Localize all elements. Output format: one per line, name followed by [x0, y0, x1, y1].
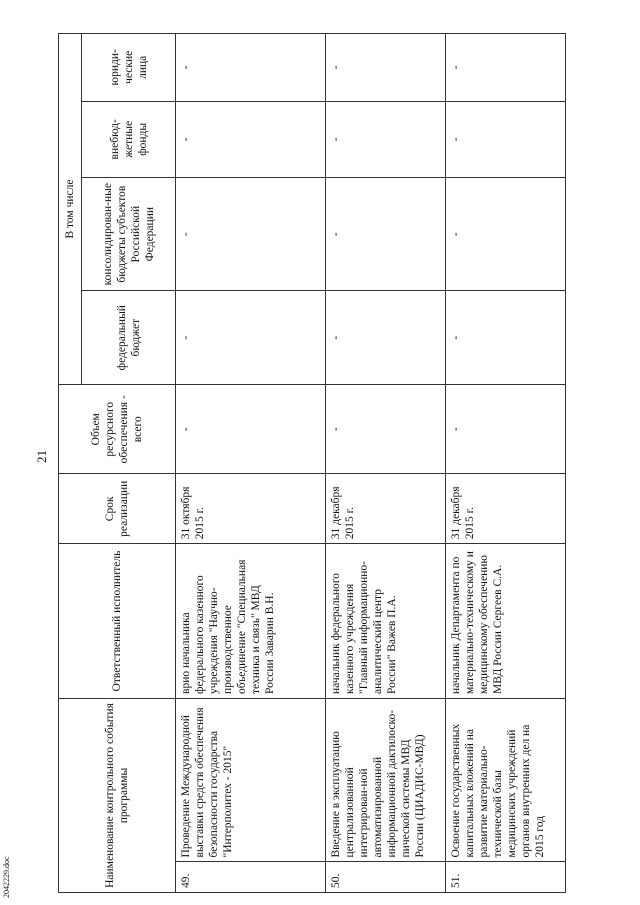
- header-regional: консолидирован-ные бюджеты субъектов Российской Федерации: [82, 177, 176, 290]
- federal-value: -: [446, 291, 566, 385]
- row-number: 50.: [326, 862, 446, 893]
- program-events-table-wrap: [58, 33, 630, 893]
- event-name: Проведение Международной выставки средств обеспечения безопасности государства "Интерполитех - 2015": [176, 698, 326, 862]
- legal-value: -: [176, 34, 326, 102]
- program-events-table: [58, 33, 566, 893]
- event-name: Освоение государственных капитальных вложений на развитие материально-технической базы медицинских учреждений органов внутренних дел на 2015 год: [446, 698, 566, 862]
- legal-value: -: [326, 34, 446, 102]
- total-value: -: [176, 385, 326, 474]
- legal-value: -: [446, 34, 566, 102]
- header-federal: федеральный бюджет: [82, 291, 176, 385]
- header-deadline: Срок реализации: [59, 474, 176, 544]
- footer-code: 2042229.doc: [2, 856, 11, 898]
- header-legal: юриди-ческие лица: [82, 34, 176, 102]
- regional-value: -: [326, 177, 446, 290]
- table-row: [446, 34, 566, 893]
- deadline: 31 октября 2015 г.: [176, 474, 326, 544]
- regional-value: -: [446, 177, 566, 290]
- event-name: Введение в эксплуатацию централизованной интегрирован-ной автоматизированной информационной дактилоско-пической системы МВД России (ЦИАДИС-МВД): [326, 698, 446, 862]
- header-total: Объем ресурсного обеспечения - всего: [59, 385, 176, 474]
- regional-value: -: [176, 177, 326, 290]
- row-number: 51.: [446, 862, 566, 893]
- page-number: 21: [34, 450, 49, 463]
- responsible: начальник Департамента по материально-техническому и медицинскому обеспечению МВД России Сергеев С.А.: [446, 544, 566, 699]
- offbudget-value: -: [326, 101, 446, 177]
- offbudget-value: -: [446, 101, 566, 177]
- offbudget-value: -: [176, 101, 326, 177]
- responsible: начальник федерального казенного учреждения "Главный информационно-аналитический центр России" Важев П.А.: [326, 544, 446, 699]
- responsible: врио начальника федерального казенного учреждения "Научно-производственное объединение "Специальная техника и связь" МВД России Заварин В.Н.: [176, 544, 326, 699]
- deadline: 31 декабря 2015 г.: [326, 474, 446, 544]
- header-including: В том числе: [59, 34, 82, 385]
- table-row: [176, 34, 326, 893]
- header-responsible: Ответственный исполнитель: [59, 544, 176, 699]
- header-event-name: Наименование контрольного события программы: [59, 698, 176, 892]
- federal-value: -: [176, 291, 326, 385]
- total-value: -: [446, 385, 566, 474]
- table-row: [326, 34, 446, 893]
- deadline: 31 декабря 2015 г.: [446, 474, 566, 544]
- federal-value: -: [326, 291, 446, 385]
- total-value: -: [326, 385, 446, 474]
- row-number: 49.: [176, 862, 326, 893]
- header-offbudget: внебюд-жетные фонды: [82, 101, 176, 177]
